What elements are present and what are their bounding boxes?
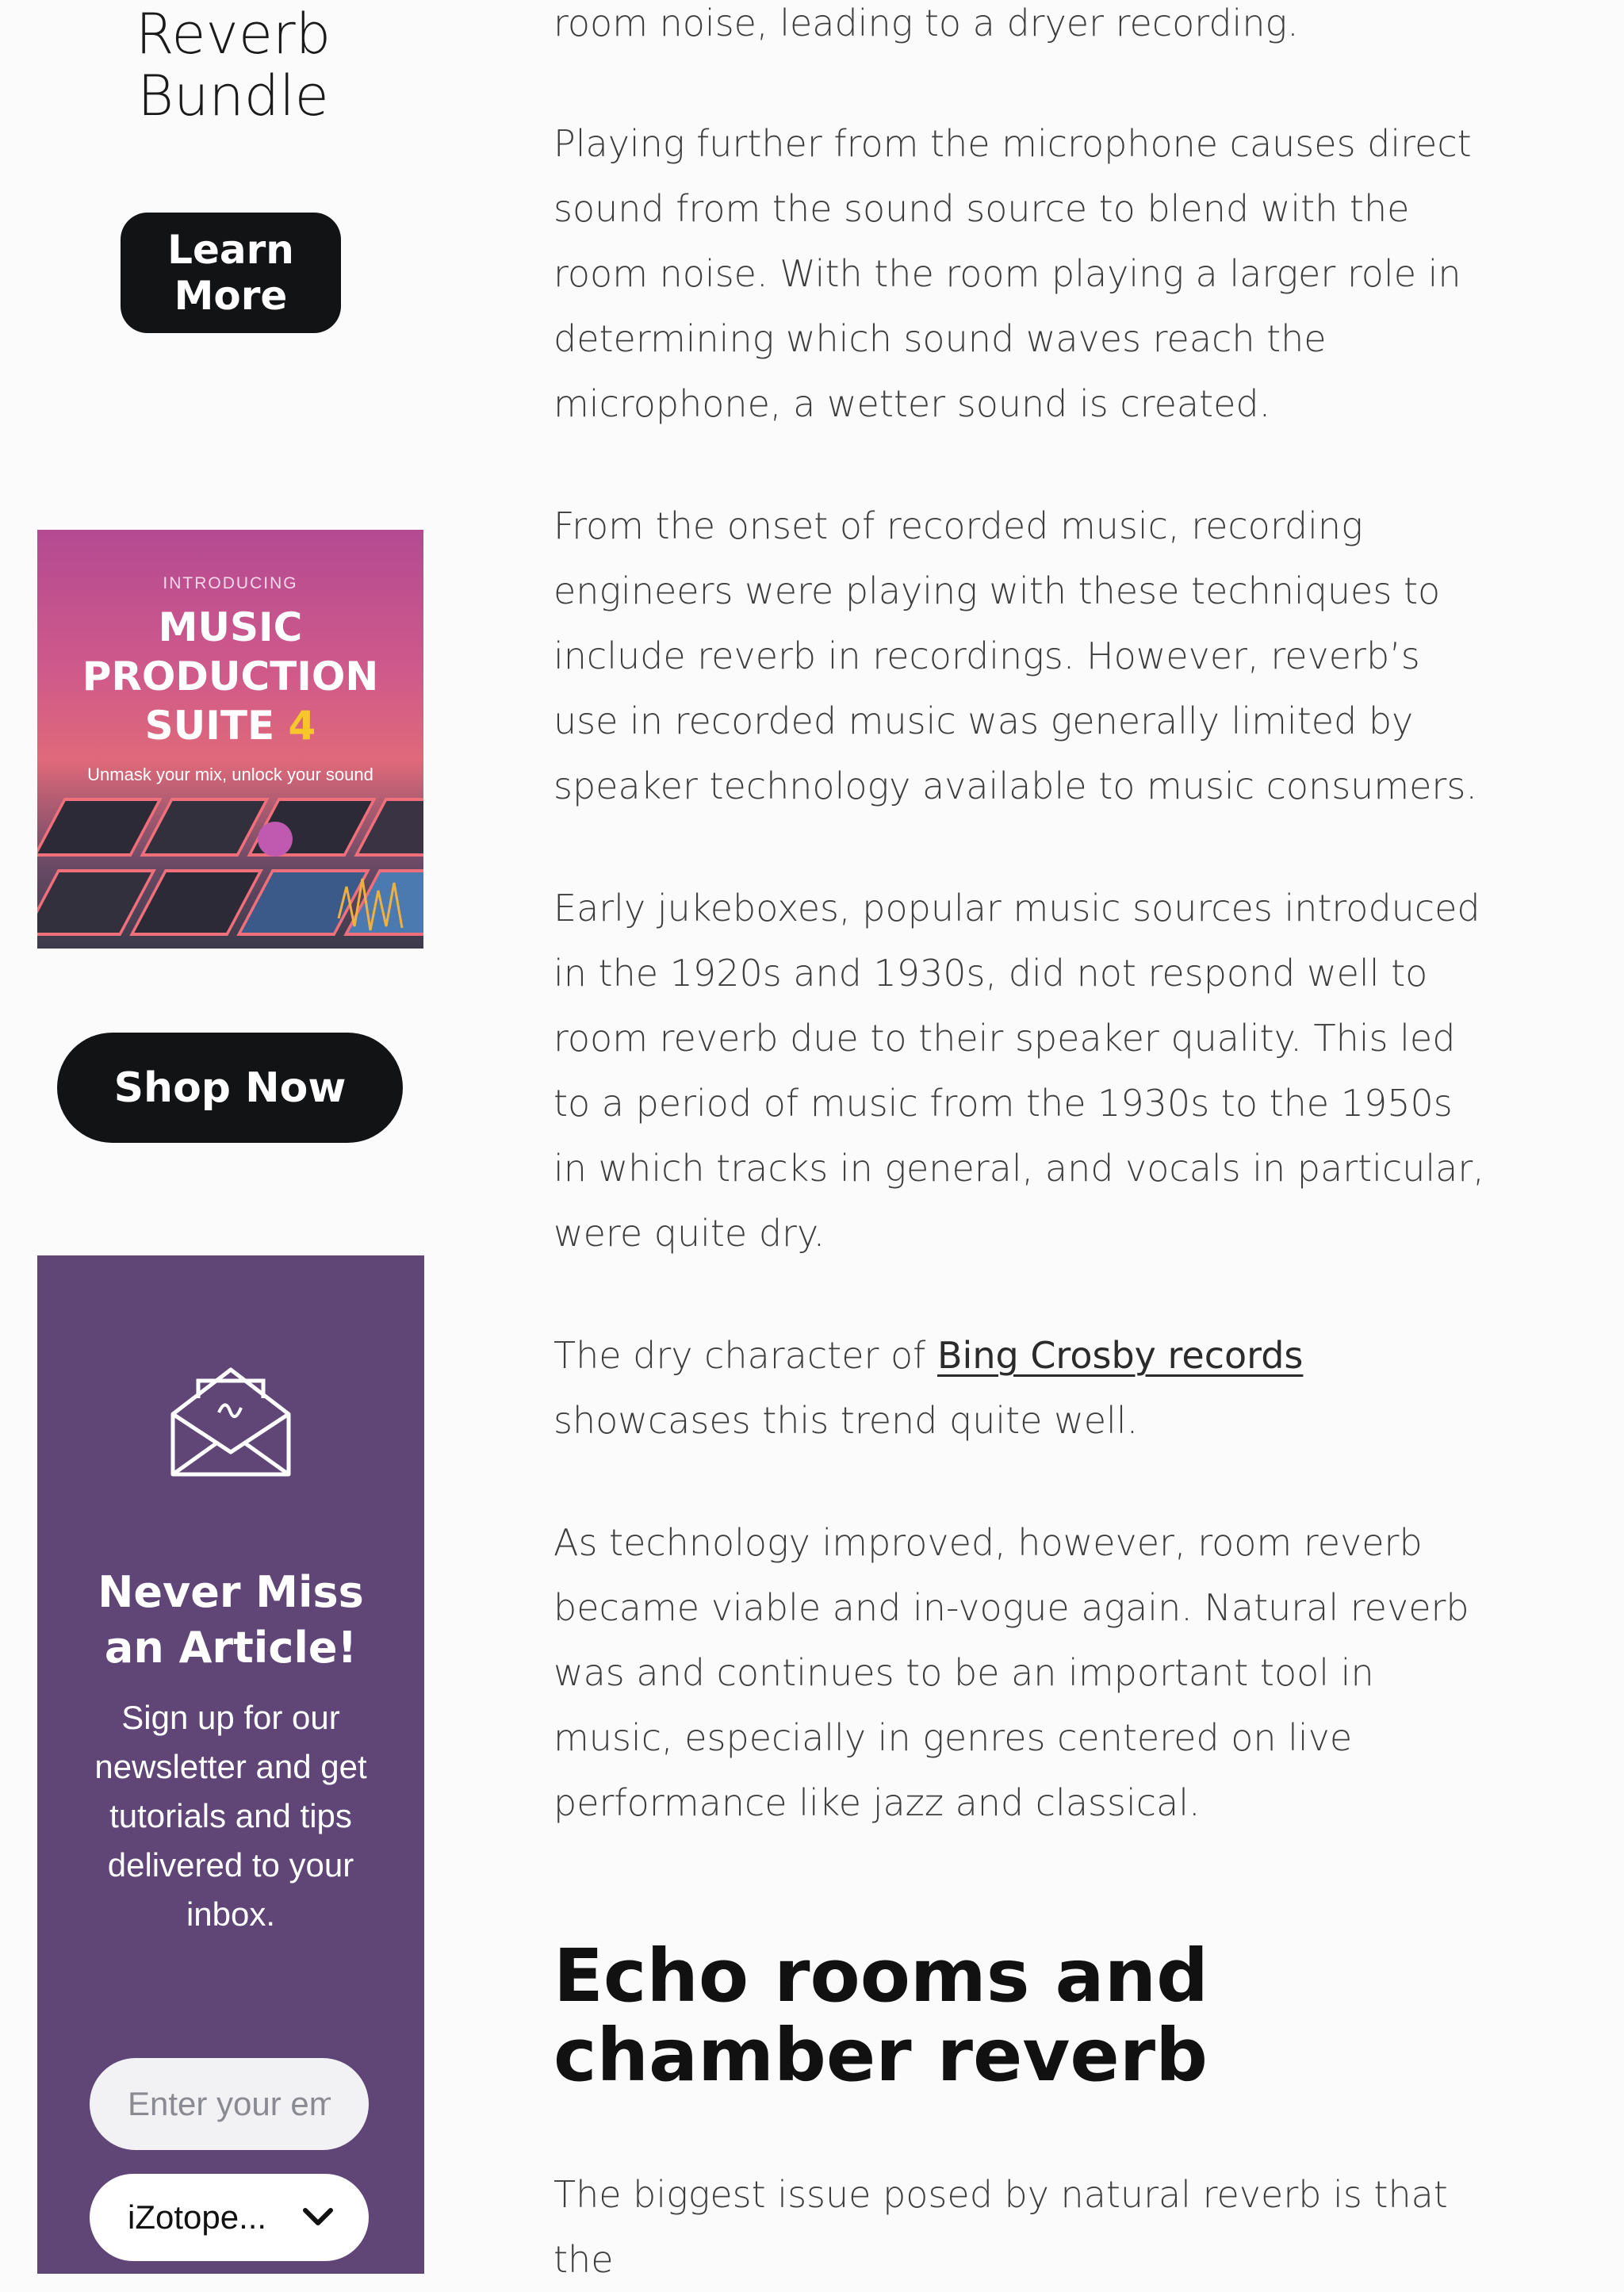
paragraph-3: Early jukeboxes, popular music sources introduced in the 1920s and 1930s, did not respond well to room reverb due to their speaker quality. This led to a period of music from the 1930s to the 1950s in which tracks in general, and vocals in particular, were quite dry.: [553, 887, 1484, 1255]
envelope-icon: [170, 1366, 292, 1478]
ad-title-line2: PRODUCTION: [82, 653, 379, 699]
chevron-down-icon: [302, 2207, 334, 2228]
learn-more-line1: Learn: [167, 227, 294, 273]
product-title-line2: Bundle: [137, 63, 329, 128]
paragraph-4-before: The dry character of: [553, 1334, 937, 1377]
learn-more-line2: More: [174, 273, 288, 319]
newsletter-title: [37, 1565, 424, 1676]
select-value: iZotope...: [128, 2198, 267, 2236]
bing-crosby-records-link[interactable]: Bing Crosby records: [937, 1334, 1304, 1377]
ad-tagline: Unmask your mix, unlock your sound: [87, 765, 373, 784]
paragraph-4-after: showcases this trend quite well.: [553, 1399, 1139, 1442]
paragraph-5: As technology improved, however, room reverb became viable and in-vogue again. Natural reverb was and continues to be an important tool in music, especially in genres centered on live performance like jazz and classical.: [553, 1521, 1469, 1824]
ad-intro: INTRODUCING: [163, 574, 298, 592]
paragraph-0: room noise, leading to a dryer recording.: [553, 2, 1299, 44]
product-title-line1: Reverb: [135, 2, 331, 67]
product-title: [38, 3, 428, 127]
newsletter-title-line2: an Article!: [104, 1623, 358, 1673]
newsletter-title-line1: Never Miss: [98, 1567, 364, 1617]
ad-title-line1: MUSIC: [158, 604, 303, 650]
ad-title-suite: SUITE: [144, 703, 275, 749]
paragraph-2: From the onset of recorded music, recording engineers were playing with these techniques to include reverb in recordings. However, reverb’s use in recorded music was generally limited by speaker technology available to music consumers.: [553, 504, 1477, 807]
paragraph-6: The biggest issue posed by natural reverb is that the: [553, 2173, 1448, 2281]
section-heading: Echo rooms and chamber reverb: [553, 1934, 1208, 2098]
newsletter-product-select[interactable]: [90, 2174, 369, 2261]
shop-now-button[interactable]: Shop Now: [57, 1033, 403, 1143]
music-production-suite-ad[interactable]: [37, 530, 423, 949]
paragraph-1: Playing further from the microphone causes direct sound from the sound source to blend with the room noise. With the room playing a larger role in determining which sound waves reach the microphone, a wetter sound is created.: [553, 122, 1472, 425]
newsletter-signup: [37, 1255, 424, 2274]
email-input[interactable]: [90, 2058, 369, 2150]
ad-title-line3: [37, 701, 423, 750]
plugin-screens-illustration: [37, 791, 423, 949]
paragraph-4: [553, 1323, 1489, 1453]
ad-title-number: 4: [288, 703, 316, 749]
newsletter-description: Sign up for our newsletter and get tutorials and tips delivered to your inbox.: [94, 1699, 367, 1933]
sidebar: [0, 0, 476, 2274]
learn-more-button[interactable]: [121, 213, 341, 333]
ad-title: [37, 603, 423, 750]
